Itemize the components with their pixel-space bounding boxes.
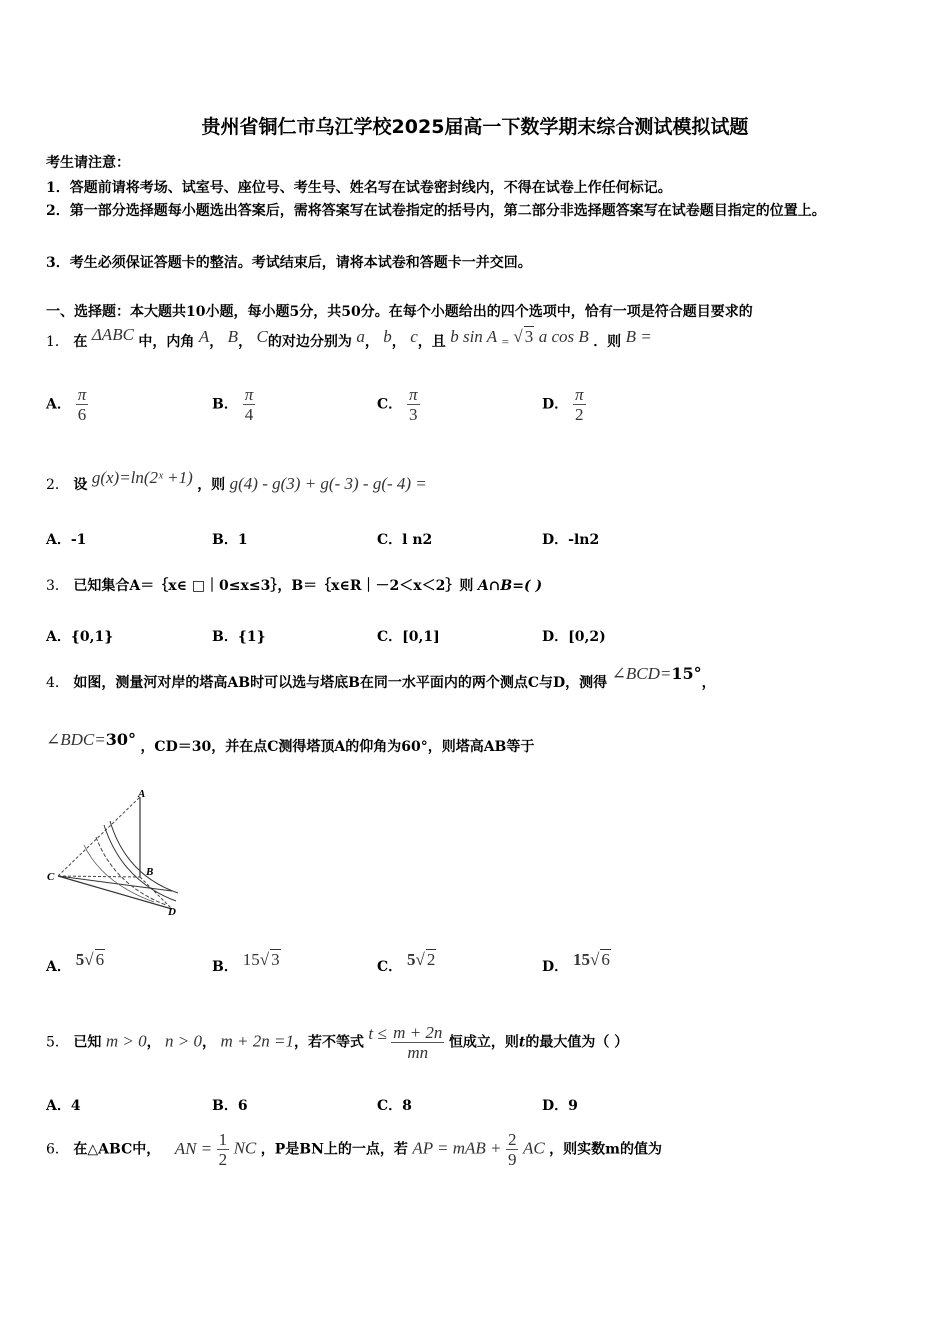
option-c[interactable]: C． $\frac{\pi}{3}$ [377, 385, 418, 424]
question-2: 2． 设 g(x)=ln(2ˣ +1) ，则 g(4) - g(3) + g(- 3) - g(- 4) = [46, 468, 427, 493]
fraction: $\frac{m + 2n}{mn}$ [393, 1023, 443, 1062]
math-angle-bdc: ∠BDC= [46, 730, 106, 749]
option-d[interactable]: D． 15√ 6 [542, 950, 610, 975]
math-expression: g(4) - g(3) + g(- 3) - g(- 4) = [229, 474, 427, 493]
question-number: 3． [46, 578, 69, 594]
notice-item-3: 3．考生必须保证答题卡的整洁。考试结束后，请将本试卷和答题卡一并交回。 [46, 255, 532, 271]
tower-diagram [44, 785, 184, 920]
question-number: 1． [46, 334, 69, 350]
option-c[interactable]: C．[0,1] [377, 629, 440, 645]
question-number: 5． [46, 1034, 69, 1051]
option-b[interactable]: B． $\frac{\pi}{4}$ [212, 385, 254, 424]
math-triangle: ΔABC [91, 325, 134, 344]
option-d[interactable]: D．[0,2) [542, 629, 606, 645]
label-c: C [47, 871, 55, 883]
question-1: 1． 在 ΔABC 中，内角 A， B， C的对边分别为 a， b， c，且 b sin A = √ 3 a cos B ．则 B = [46, 325, 652, 350]
option-c[interactable]: C．8 [377, 1098, 412, 1114]
option-a[interactable]: A．4 [46, 1098, 81, 1114]
section-heading: 一、选择题：本大题共10小题，每小题5分，共50分。在每个小题给出的四个选项中，恰有一项是符合题目要求的 [46, 304, 753, 320]
page-title: 贵州省铜仁市乌江学校2025届高一下数学期末综合测试模拟试题 [201, 116, 749, 138]
math-ask: B = [625, 327, 652, 346]
question-number: 4． [46, 675, 69, 691]
question-4-cont: ∠BDC=30° ，CD＝30，并在点C测得塔顶A的仰角为60°，则塔高AB等于 [46, 730, 535, 755]
option-a[interactable]: A．-1 [46, 532, 87, 548]
option-b[interactable]: B． 15√ 3 [212, 950, 280, 975]
option-b[interactable]: B．{1} [212, 629, 266, 645]
notice-heading: 考生请注意： [46, 155, 130, 171]
notice-item-2: 2．第一部分选择题每小题选出答案后，需将答案写在试卷指定的括号内，第二部分非选择题答案写在试卷题目指定的位置上。 [46, 203, 826, 219]
question-3: 3． 已知集合A＝｛x∈ □｜0≤x≤3｝，B＝｛x∈R｜－2＜x＜2｝则 A∩B=( ) [46, 578, 543, 594]
label-b: B [146, 866, 154, 878]
question-6: 6． 在△ABC中， AN = $\frac{1}{2}$ NC ，P是BN上的一点，若 AP = mAB + $\frac{2}{9}$ AC ，则实数m的值为 [46, 1130, 662, 1169]
math-angle-bcd: ∠BCD= [611, 664, 672, 683]
notice-item-1: 1．答题前请将考场、试室号、座位号、考生号、姓名写在试卷密封线内，不得在试卷上作任何标记。 [46, 180, 672, 196]
math-equation: b sin A [450, 327, 498, 346]
question-number: 6． [46, 1141, 69, 1158]
question-4: 4． 如图，测量河对岸的塔高AB时可以选与塔底B在同一水平面内的两个测点C与D，测得 ∠BCD=15°， [46, 664, 716, 691]
option-a[interactable]: A． $\frac{\pi}{6}$ [46, 385, 87, 424]
label-a: A [138, 788, 146, 800]
option-a[interactable]: A． 5√ 6 [46, 950, 105, 975]
math-function: g(x)=ln(2ˣ +1) [91, 468, 193, 487]
option-d[interactable]: D．-ln2 [542, 532, 600, 548]
question-number: 2． [46, 477, 69, 493]
option-b[interactable]: B．6 [212, 1098, 248, 1114]
option-b[interactable]: B．1 [212, 532, 248, 548]
option-c[interactable]: C．l n2 [377, 532, 433, 548]
option-d[interactable]: D．9 [542, 1098, 578, 1114]
label-d: D [168, 906, 176, 918]
option-a[interactable]: A．{0,1} [46, 629, 114, 645]
question-5: 5． 已知 m > 0， n > 0， m + 2n =1，若不等式 t ≤ $\frac{m + 2n}{mn}$ 恒成立，则t的最大值为（ ） [46, 1023, 629, 1062]
option-d[interactable]: D． $\frac{\pi}{2}$ [542, 385, 584, 424]
option-c[interactable]: C． 5√ 2 [377, 950, 436, 975]
